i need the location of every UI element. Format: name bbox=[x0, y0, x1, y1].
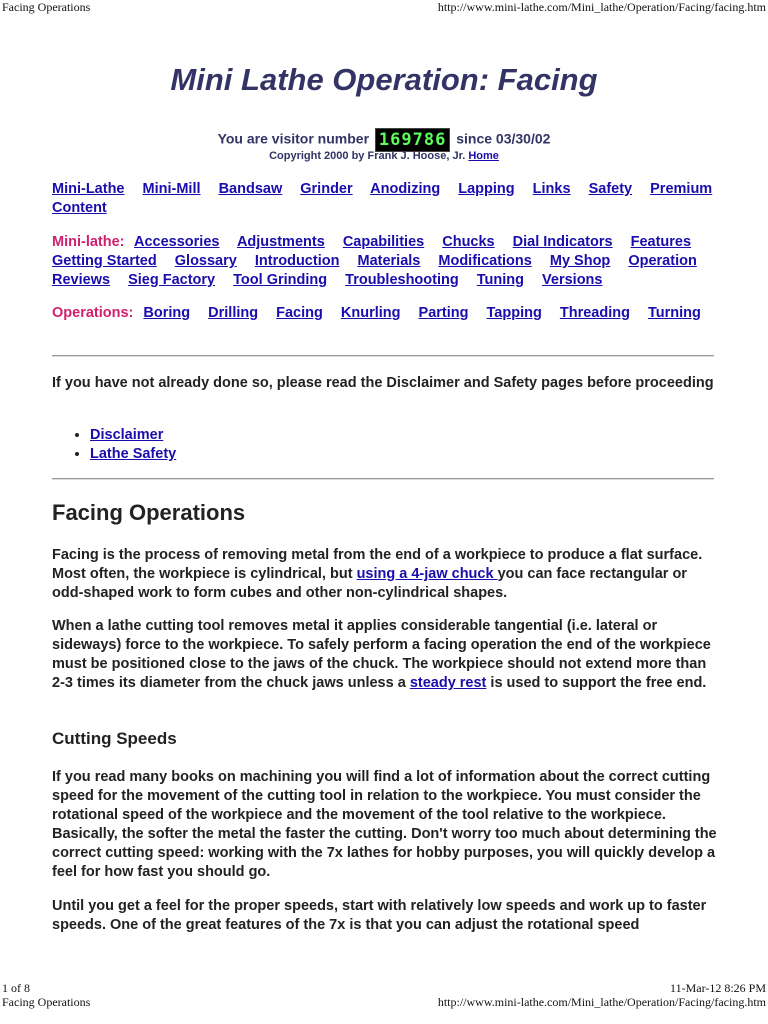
nav-anodizing[interactable]: Anodizing bbox=[370, 181, 441, 197]
visitor-suffix: since 03/30/02 bbox=[456, 130, 551, 147]
lathe-safety-link[interactable]: Lathe Safety bbox=[90, 446, 177, 462]
operations-nav-label: Operations: bbox=[52, 305, 134, 321]
main-nav bbox=[52, 180, 722, 218]
visitor-prefix: You are visitor number bbox=[217, 130, 370, 147]
tangential-force-paragraph bbox=[52, 617, 720, 693]
disclaimer-notice: If you have not already done so, please read the Disclaimer and Safety pages before proceeding bbox=[52, 375, 714, 391]
nav-sieg-factory[interactable]: Sieg Factory bbox=[128, 272, 216, 288]
paragraph-text: you can face rectangular or odd-shaped work to form cubes and other non-cylindrical shapes. bbox=[52, 566, 687, 601]
nav-boring[interactable]: Boring bbox=[143, 305, 191, 321]
subsection-heading: Cutting Speeds bbox=[52, 729, 177, 748]
nav-links[interactable]: Links bbox=[532, 181, 571, 197]
nav-threading[interactable]: Threading bbox=[559, 305, 630, 321]
nav-glossary[interactable]: Glossary bbox=[174, 253, 237, 269]
nav-safety[interactable]: Safety bbox=[588, 181, 633, 197]
operations-nav bbox=[52, 304, 722, 323]
nav-troubleshooting[interactable]: Troubleshooting bbox=[345, 272, 459, 288]
nav-accessories[interactable]: Accessories bbox=[134, 234, 220, 250]
nav-introduction[interactable]: Introduction bbox=[254, 253, 340, 269]
disclaimer-links bbox=[72, 426, 176, 464]
divider bbox=[52, 478, 714, 480]
nav-premium-content[interactable]: Premium Content bbox=[52, 181, 713, 216]
print-timestamp: 11-Mar-12 8:26 PM bbox=[670, 981, 766, 995]
nav-reviews[interactable]: Reviews bbox=[52, 272, 111, 288]
nav-lapping[interactable]: Lapping bbox=[458, 181, 515, 197]
minilathe-nav bbox=[52, 233, 722, 290]
nav-materials[interactable]: Materials bbox=[357, 253, 421, 269]
home-link[interactable]: Home bbox=[468, 150, 499, 162]
page-number: 1 of 8 bbox=[2, 981, 30, 995]
nav-adjustments[interactable]: Adjustments bbox=[236, 234, 325, 250]
nav-tool-grinding[interactable]: Tool Grinding bbox=[233, 272, 328, 288]
print-header-title: Facing Operations bbox=[2, 0, 91, 14]
paragraph-text: Facing is the process of removing metal from the end of a workpiece to produce a flat surface. Most often, the workpiece is cylindrical, but bbox=[52, 547, 703, 582]
print-footer-url: http://www.mini-lathe.com/Mini_lathe/Operation/Facing/facing.htm bbox=[437, 995, 766, 1009]
list-item bbox=[90, 445, 176, 464]
facing-paragraph bbox=[52, 546, 720, 603]
minilathe-nav-label: Mini-lathe: bbox=[52, 234, 125, 250]
nav-bandsaw[interactable]: Bandsaw bbox=[218, 181, 283, 197]
copyright-text: Copyright 2000 by Frank J. Hoose, Jr. bbox=[269, 150, 466, 162]
nav-getting-started[interactable]: Getting Started bbox=[52, 253, 157, 269]
print-header-url: http://www.mini-lathe.com/Mini_lathe/Operation/Facing/facing.htm bbox=[437, 0, 766, 14]
four-jaw-chuck-link[interactable]: using a 4-jaw chuck bbox=[356, 566, 498, 582]
copyright-line bbox=[0, 150, 768, 162]
nav-knurling[interactable]: Knurling bbox=[340, 305, 401, 321]
paragraph-text: When a lathe cutting tool removes metal it applies considerable tangential (i.e. lateral or sideways) force to the workpiece. To safely perform a facing operation the end of the workpiece must be positioned close to the jaws of the chuck. The workpiece should not extend more than 2-3 times its diameter from the chuck jaws unless a bbox=[52, 618, 711, 691]
paragraph-text: is used to support the free end. bbox=[486, 675, 707, 691]
nav-tapping[interactable]: Tapping bbox=[486, 305, 542, 321]
nav-tuning[interactable]: Tuning bbox=[476, 272, 524, 288]
nav-parting[interactable]: Parting bbox=[418, 305, 469, 321]
nav-features[interactable]: Features bbox=[630, 234, 692, 250]
proper-speeds-paragraph: Until you get a feel for the proper speeds, start with relatively low speeds and work up to faster speeds. One of the great features of the 7x is that you can adjust the rotational speed bbox=[52, 898, 707, 933]
nav-modifications[interactable]: Modifications bbox=[438, 253, 532, 269]
page-title: Mini Lathe Operation: Facing bbox=[170, 62, 598, 97]
divider bbox=[52, 355, 714, 357]
nav-drilling[interactable]: Drilling bbox=[208, 305, 259, 321]
nav-turning[interactable]: Turning bbox=[648, 305, 701, 321]
nav-mini-lathe[interactable]: Mini-Lathe bbox=[52, 181, 125, 197]
section-heading: Facing Operations bbox=[52, 500, 246, 525]
nav-capabilities[interactable]: Capabilities bbox=[342, 234, 425, 250]
nav-grinder[interactable]: Grinder bbox=[300, 181, 353, 197]
nav-chucks[interactable]: Chucks bbox=[442, 234, 495, 250]
visitor-count: 169786 bbox=[375, 128, 450, 152]
print-footer-title: Facing Operations bbox=[2, 995, 91, 1009]
nav-dial-indicators[interactable]: Dial Indicators bbox=[512, 234, 613, 250]
nav-my-shop[interactable]: My Shop bbox=[549, 253, 611, 269]
list-item bbox=[90, 426, 176, 445]
nav-mini-mill[interactable]: Mini-Mill bbox=[142, 181, 201, 197]
nav-facing[interactable]: Facing bbox=[276, 305, 323, 321]
nav-operation[interactable]: Operation bbox=[628, 253, 697, 269]
visitor-counter-line bbox=[0, 128, 768, 152]
nav-versions[interactable]: Versions bbox=[542, 272, 603, 288]
disclaimer-link[interactable]: Disclaimer bbox=[90, 427, 164, 443]
cutting-speed-paragraph: If you read many books on machining you will find a lot of information about the correct cutting speed for the movement of the cutting tool in relation to the workpiece. You must consider the rotational speed of the workpiece and the movement of the tool relative to the workpiece. Basically, the softer the metal the faster the cutting. Don't worry too much about determining the correct cutting speed: working with the 7x lathes for hobby purposes, you will quickly develop a feel for how fast you should go. bbox=[52, 769, 717, 880]
steady-rest-link[interactable]: steady rest bbox=[409, 675, 487, 691]
print-header bbox=[0, 0, 768, 16]
